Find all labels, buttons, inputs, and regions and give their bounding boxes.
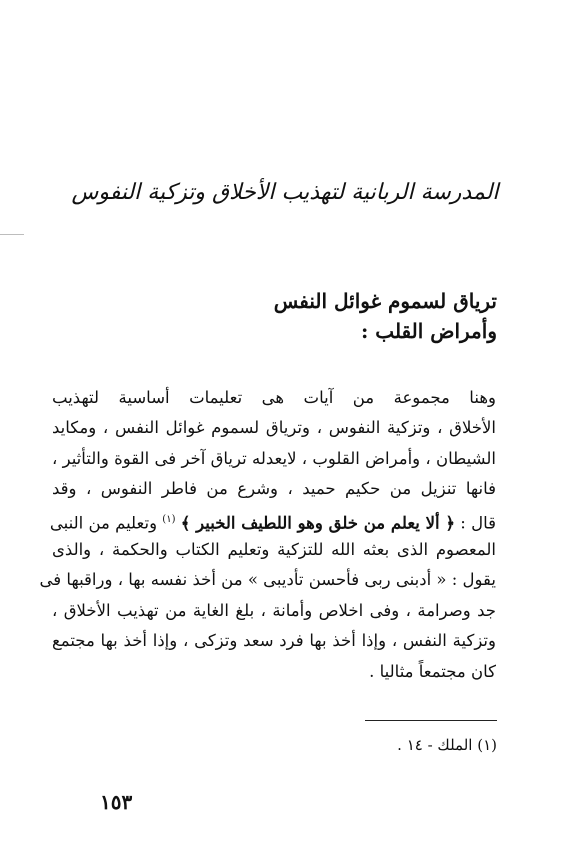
quran-verse: ﴿ ألا يعلم من خلق وهو اللطيف الخبير ﴾ — [180, 513, 456, 533]
footnote-marker: (١) — [162, 513, 176, 525]
section-heading — [177, 286, 497, 346]
section-heading-line-2: وأمراض القلب : — [360, 319, 497, 343]
body-line-7: يقول : « أدبنى ربى فأحسن تأديبى » من أخذ نفسه بها ، وراقبها فى — [39, 570, 496, 590]
page-number: ١٥٣ — [100, 790, 133, 814]
body-line-6: المعصوم الذى بعثه الله للتزكية وتعليم الكتاب والحكمة ، والذى — [52, 539, 496, 559]
footnote-separator — [365, 720, 497, 721]
body-line-5-end: وتعليم من النبى — [49, 513, 158, 533]
body-line-5 — [49, 505, 496, 535]
footnote: (١) الملك - ١٤ . — [397, 736, 497, 754]
body-line-2: الأخلاق ، وتزكية النفوس ، وترياق لسموم غوائل النفس ، ومكايد — [52, 418, 496, 438]
body-line-9: وتزكية النفس ، وإذا أخذ بها فرد سعد وتزكى ، وإذا أخذ بها مجتمع — [52, 631, 496, 651]
body-line-1: وهنا مجموعة من آيات هى تعليمات أساسية لتهذيب — [52, 388, 496, 407]
body-line-4: فانها تنزيل من حكيم حميد ، وشرع من فاطر النفوس ، وقد — [52, 479, 496, 499]
body-line-3: الشيطان ، وأمراض القلوب ، لايعدله ترياق آخر فى القوة والتأثير ، — [52, 448, 496, 468]
body-paragraph — [39, 383, 496, 687]
body-line-10: كان مجتمعاً مثاليا . — [369, 661, 496, 681]
quote-intro: قال : — [460, 513, 496, 533]
body-line-8: جد وصرامة ، وفى اخلاص وأمانة ، بلغ الغاية من تهذيب الأخلاق ، — [52, 600, 496, 620]
running-header: المدرسة الربانية لتهذيب الأخلاق وتزكية النفوس — [71, 180, 499, 205]
section-heading-line-1: ترياق لسموم غوائل النفس — [273, 289, 497, 313]
margin-mark — [0, 234, 24, 235]
